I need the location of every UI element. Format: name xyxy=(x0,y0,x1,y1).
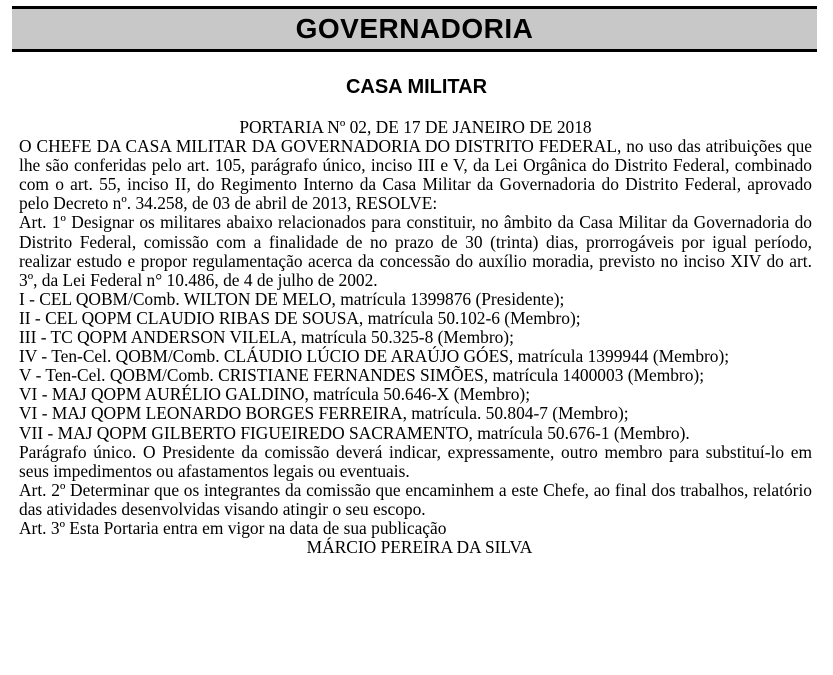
article-3: Art. 3º Esta Portaria entra em vigor na data de sua publicação xyxy=(19,517,447,538)
preamble-paragraph: O CHEFE DA CASA MILITAR DA GOVERNADORIA DO DISTRITO FEDERAL, no uso das atribuições que lhe são conferidas pelo art. 105, parágrafo único, inciso III e V, da Lei Orgânica do Distrito Federal, combinado com o art. 55, inciso II, do Regimento Interno da Casa Militar da Governadoria do Distrito Federal, aprovado pelo Decreto nº. 34.258, de 03 de abril de 2013, RESOLVE: xyxy=(19,136,812,214)
member-item: VI - MAJ QOPM AURÉLIO GALDINO, matrícula 50.646-X (Membro); xyxy=(19,384,531,405)
member-item: II - CEL QOPM CLAUDIO RIBAS DE SOUSA, matrícula 50.102-6 (Membro); xyxy=(19,307,581,328)
article-1: Art. 1º Designar os militares abaixo relacionados para constituir, no âmbito da Casa Militar da Governadoria do Distrito Federal, comissão com a finalidade de no prazo de 30 (trinta) dias, prorrogáveis por igual período, realizar estudo e propor regulamentação acerca da concessão do auxílio moradia, previsto no inciso XIV do art. 3º, da Lei Federal n° 10.486, de 4 de julho de 2002. xyxy=(19,212,812,290)
member-item: III - TC QOPM ANDERSON VILELA, matrícula 50.325-8 (Membro); xyxy=(19,327,514,348)
member-item: I - CEL QOBM/Comb. WILTON DE MELO, matrícula 1399876 (Presidente); xyxy=(19,288,565,309)
document-body xyxy=(19,118,812,557)
member-item: V - Ten-Cel. QOBM/Comb. CRISTIANE FERNANDES SIMÕES, matrícula 1400003 (Membro); xyxy=(19,365,705,386)
subsection-title: CASA MILITAR xyxy=(345,76,488,98)
sole-paragraph: Parágrafo único. O Presidente da comissão deverá indicar, expressamente, outro membro para substituí-lo em seus impedimentos ou afastamentos legais ou eventuais. xyxy=(19,441,812,481)
section-title: GOVERNADORIA xyxy=(295,13,534,44)
portaria-title: PORTARIA Nº 02, DE 17 DE JANEIRO DE 2018 xyxy=(239,117,592,137)
member-item: IV - Ten-Cel. QOBM/Comb. CLÁUDIO LÚCIO DE ARAÚJO GÓES, matrícula 1399944 (Membro); xyxy=(19,346,730,367)
signature: MÁRCIO PEREIRA DA SILVA xyxy=(306,537,533,558)
section-header-bar xyxy=(12,6,817,52)
member-item: VI - MAJ QOPM LEONARDO BORGES FERREIRA, matrícula. 50.804-7 (Membro); xyxy=(19,403,629,424)
member-item: VII - MAJ QOPM GILBERTO FIGUEIREDO SACRAMENTO, matrícula 50.676-1 (Membro). xyxy=(19,422,690,443)
article-2: Art. 2º Determinar que os integrantes da comissão que encaminhem a este Chefe, ao final dos trabalhos, relatório das atividades desenvolvidas visando atingir o seu escopo. xyxy=(19,479,812,519)
